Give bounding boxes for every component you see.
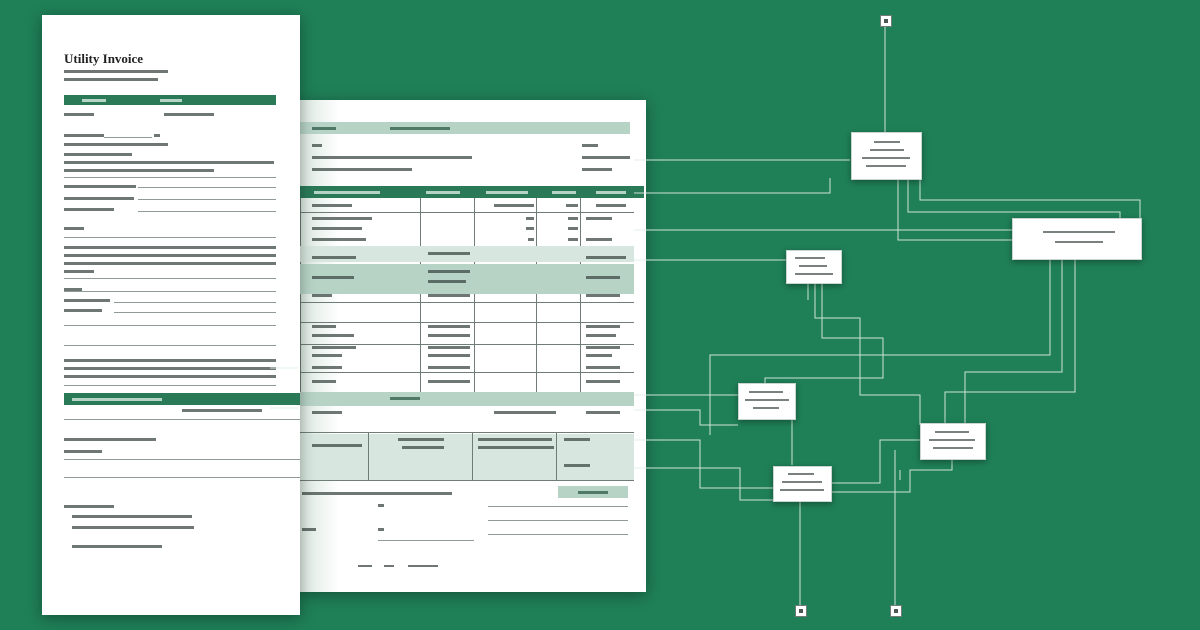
flow-node-top xyxy=(851,132,922,180)
connector-line xyxy=(898,178,1012,240)
connector-line xyxy=(634,178,830,193)
connector-line xyxy=(830,458,952,492)
connector-line xyxy=(765,282,883,383)
flow-node-lower-right xyxy=(920,423,986,460)
invoice-title: Utility Invoice xyxy=(64,51,144,66)
connector-line xyxy=(634,410,738,425)
top-terminal-icon xyxy=(880,15,892,27)
connector-line xyxy=(634,468,773,500)
bottom-terminal-left-icon xyxy=(795,605,807,617)
connector-line xyxy=(965,258,1062,423)
flow-node-right xyxy=(1012,218,1142,260)
connector-line xyxy=(815,282,920,425)
connector-line xyxy=(908,178,1120,218)
connector-line xyxy=(830,440,920,483)
bottom-terminal-right-icon xyxy=(890,605,902,617)
flow-node-left-middle xyxy=(786,250,842,284)
flow-node-lower-left xyxy=(738,383,796,420)
flow-node-bottom xyxy=(773,466,832,502)
connector-line xyxy=(634,440,773,488)
